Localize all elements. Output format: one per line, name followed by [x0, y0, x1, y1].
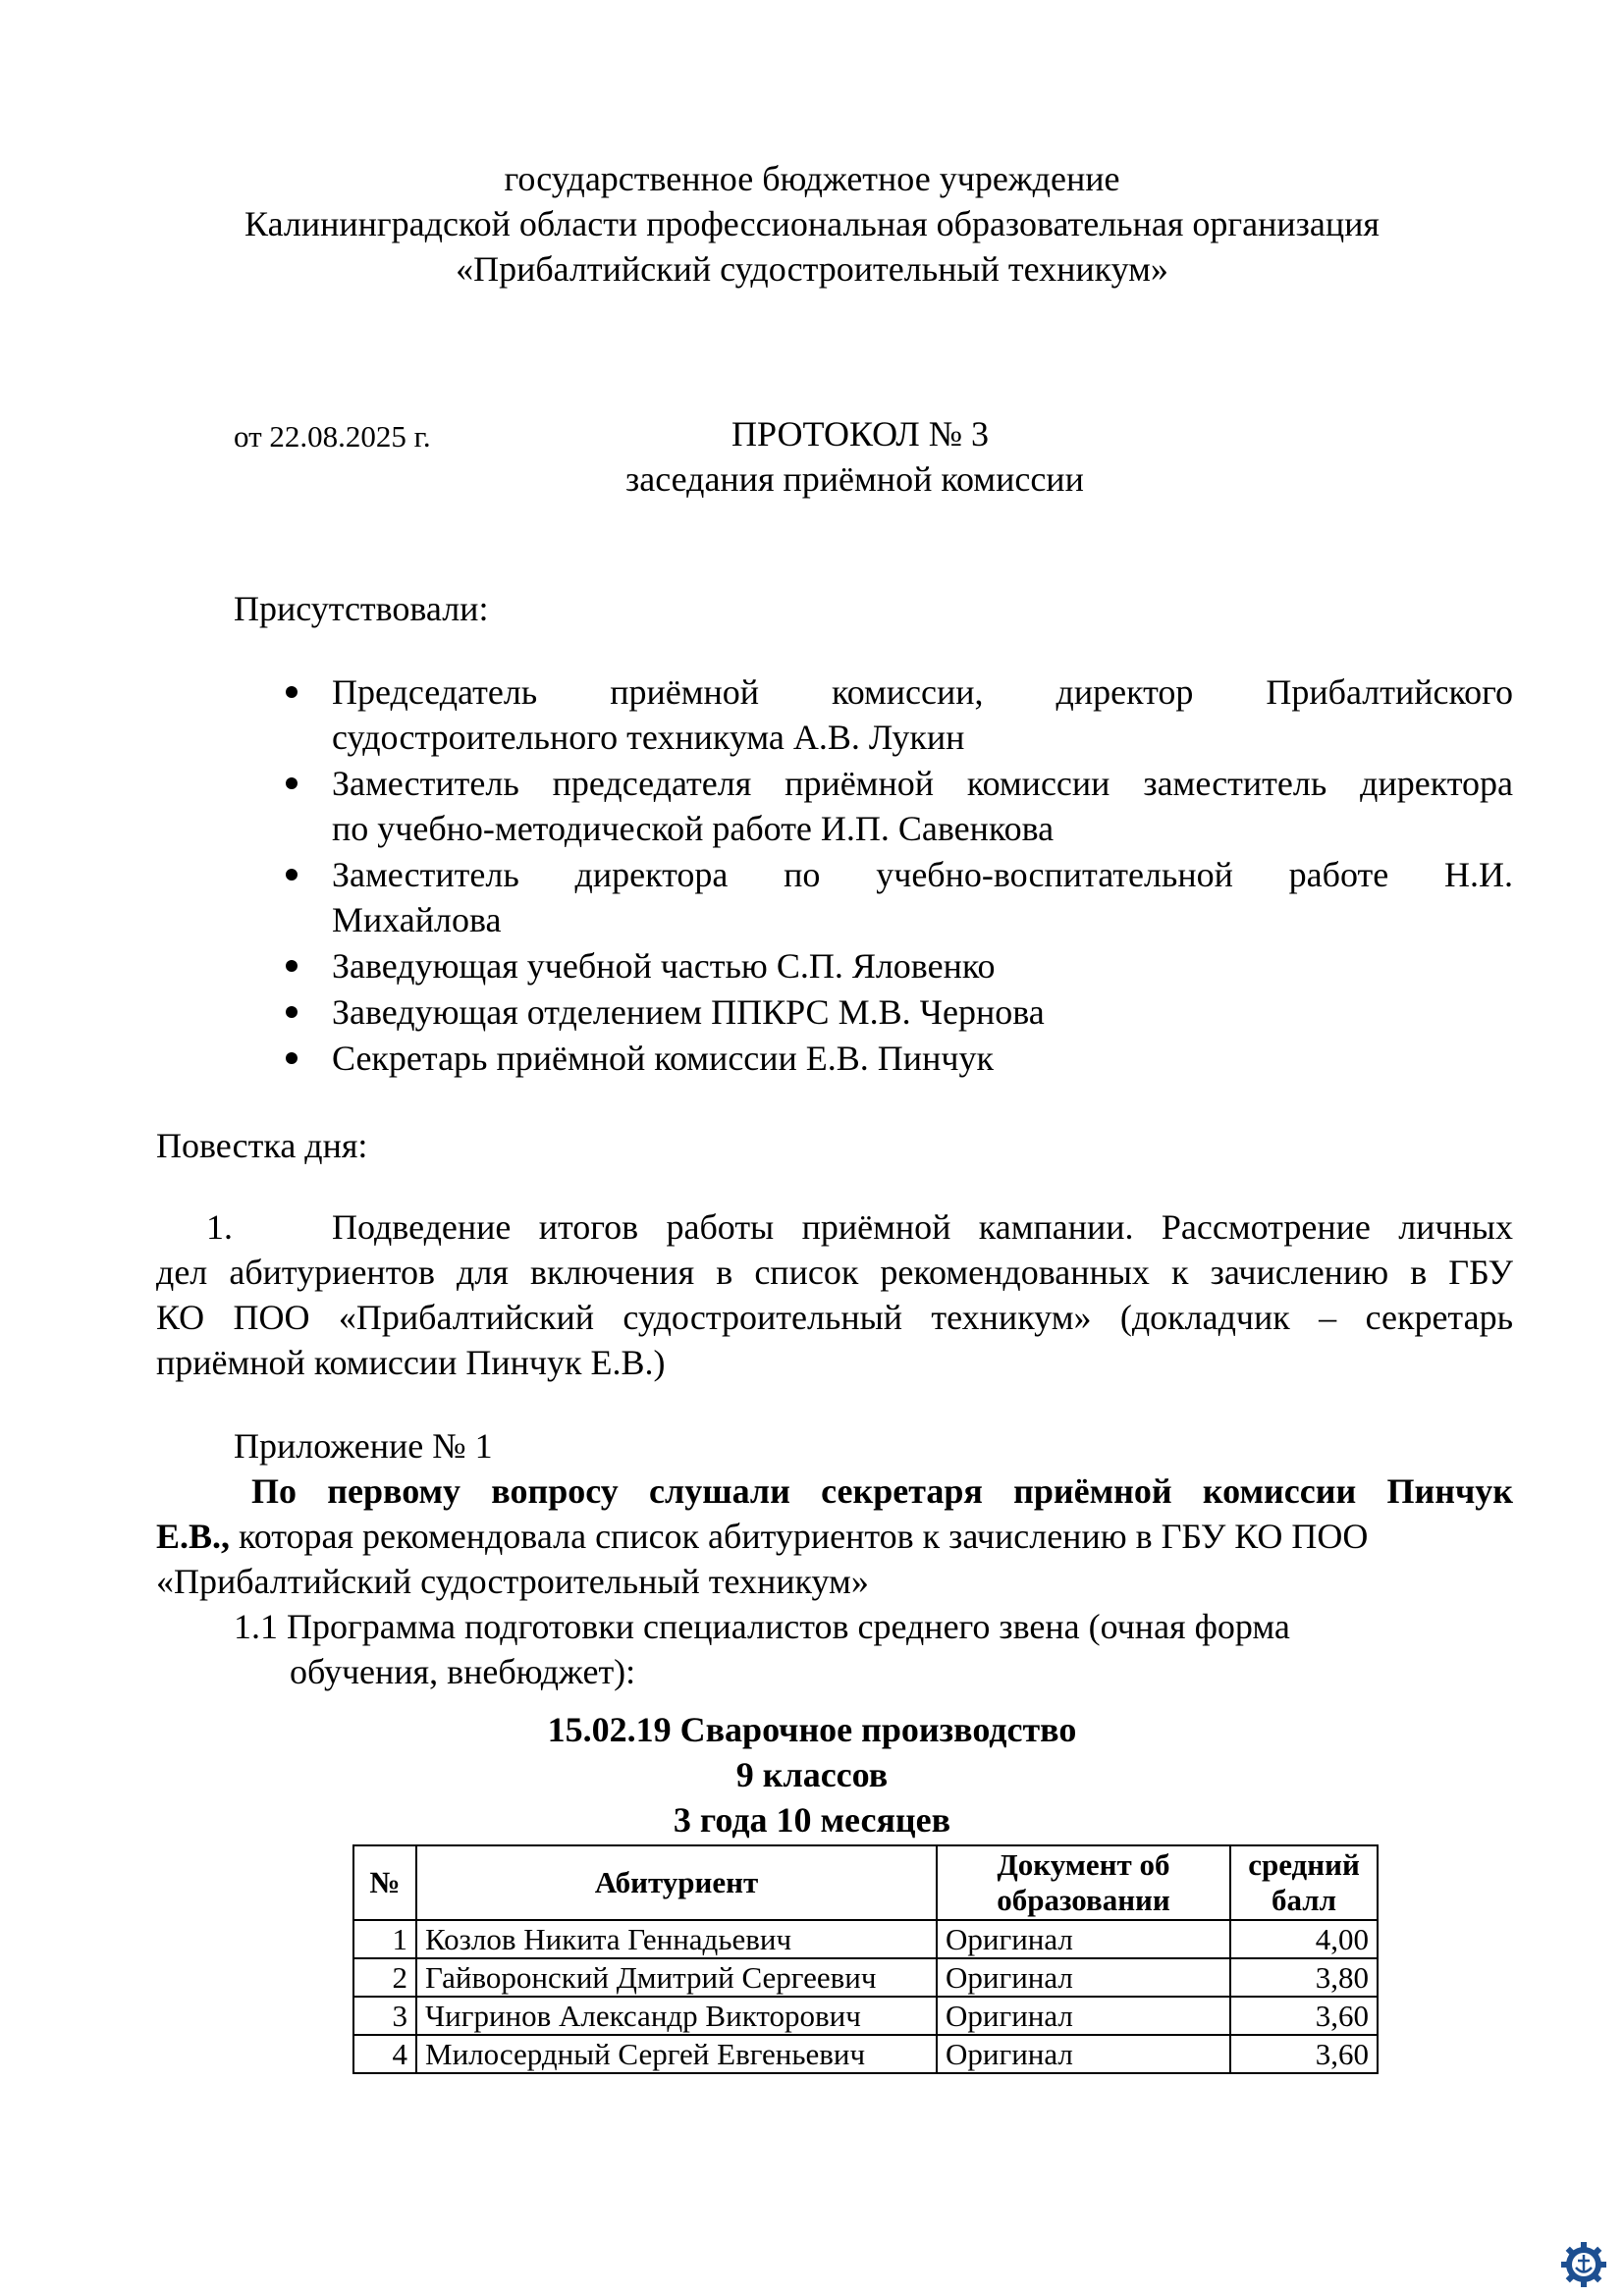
cell-applicant: Чигринов Александр Викторович — [416, 1997, 937, 2035]
bullet-icon — [286, 869, 298, 881]
bullet-icon — [286, 777, 298, 789]
cell-score: 3,80 — [1230, 1958, 1378, 1997]
hearing-text: Е.В., которая рекомендовала список абитуриентов к зачислению в ГБУ КО ПОО — [156, 1517, 1369, 1556]
bullet-icon — [286, 1052, 298, 1064]
cell-document: Оригинал — [937, 1958, 1230, 1997]
institution-line-3: «Прибалтийский судостроительный техникум» — [456, 249, 1168, 289]
col-header-document: Документ об образовании — [937, 1845, 1230, 1920]
cell-score: 4,00 — [1230, 1920, 1378, 1958]
cell-num: 3 — [353, 1997, 416, 2035]
appendix-label: Приложение № 1 — [234, 1426, 493, 1466]
table-header-row — [353, 1845, 1378, 1920]
specialty-title: 15.02.19 Сварочное производство — [547, 1710, 1077, 1749]
gear-anchor-logo-icon — [1559, 2240, 1608, 2289]
hearing-text: «Прибалтийский судостроительный техникум» — [156, 1562, 869, 1601]
program-line: обучения, внебюджет): — [290, 1652, 636, 1691]
table-row — [353, 1997, 1378, 2035]
applicants-table — [352, 1844, 1379, 2074]
bullet-icon — [286, 686, 298, 698]
agenda-item-text: приёмной комиссии Пинчук Е.В.) — [156, 1343, 666, 1382]
table-row — [353, 2035, 1378, 2073]
protocol-subtitle: заседания приёмной комиссии — [625, 459, 1084, 499]
cell-num: 2 — [353, 1958, 416, 1997]
cell-score: 3,60 — [1230, 2035, 1378, 2073]
cell-num: 4 — [353, 2035, 416, 2073]
cell-document: Оригинал — [937, 2035, 1230, 2073]
cell-score: 3,60 — [1230, 1997, 1378, 2035]
cell-num: 1 — [353, 1920, 416, 1958]
specialty-level: 9 классов — [735, 1755, 889, 1794]
agenda-item-text: дел абитуриентов для включения в список рекомендованных к зачислению в ГБУ — [156, 1253, 1513, 1292]
col-header-num: № — [353, 1845, 416, 1920]
institution-line-1: государственное бюджетное учреждение — [504, 159, 1120, 198]
bullet-icon — [286, 1006, 298, 1018]
protocol-title: ПРОТОКОЛ № 3 — [731, 414, 990, 454]
agenda-item-number: 1. — [206, 1207, 233, 1247]
agenda-heading: Повестка дня: — [156, 1126, 368, 1165]
table-row — [353, 1958, 1378, 1997]
cell-document: Оригинал — [937, 1920, 1230, 1958]
cell-applicant: Милосердный Сергей Евгеньевич — [416, 2035, 937, 2073]
table-row — [353, 1920, 1378, 1958]
col-header-score: средний балл — [1230, 1845, 1378, 1920]
col-header-applicant: Абитуриент — [416, 1845, 937, 1920]
program-line: 1.1 Программа подготовки специалистов среднего звена (очная форма — [234, 1607, 1290, 1646]
agenda-item-text: КО ПОО «Прибалтийский судостроительный техникум» (докладчик – секретарь — [156, 1298, 1513, 1337]
agenda-item-text: Подведение итогов работы приёмной кампании. Рассмотрение личных — [332, 1207, 1513, 1247]
attendees-heading: Присутствовали: — [234, 589, 489, 628]
cell-document: Оригинал — [937, 1997, 1230, 2035]
institution-line-2: Калининградской области профессиональная образовательная организация — [244, 204, 1380, 243]
cell-applicant: Гайворонский Дмитрий Сергеевич — [416, 1958, 937, 1997]
specialty-duration: 3 года 10 месяцев — [673, 1800, 951, 1840]
cell-applicant: Козлов Никита Геннадьевич — [416, 1920, 937, 1958]
hearing-bold-text: По первому вопросу слушали секретаря приёмной комиссии Пинчук — [251, 1471, 1513, 1511]
bullet-icon — [286, 960, 298, 972]
protocol-date: от 22.08.2025 г. — [234, 419, 431, 454]
